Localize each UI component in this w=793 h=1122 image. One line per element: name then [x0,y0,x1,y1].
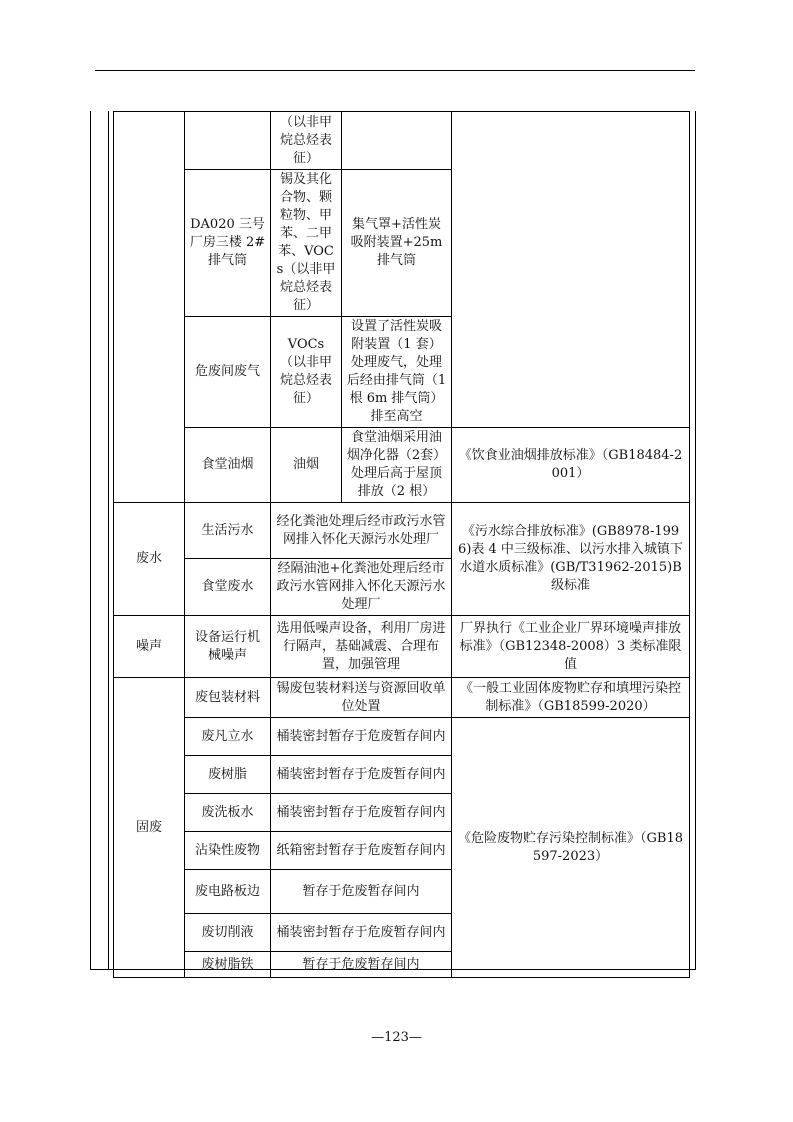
measure-cell: 锡废包装材料送与资源回收单位处置 [271,678,452,718]
measure-cell: 暂存于危废暂存间内 [271,870,452,914]
source-cell: 危废间废气 [185,317,271,428]
measure-cell: 集气罩+活性炭吸附装置+25m排气筒 [342,170,452,317]
measure-cell: 桶装密封暂存于危废暂存间内 [271,718,452,756]
header-rule [95,70,695,71]
source-cell: 废树脂 [185,756,271,794]
measure-cell [342,112,452,170]
category-cell-waste-gas [114,112,185,503]
standard-cell: 《污水综合排放标准》(GB8978-1996)表 4 中三级标准、以污水排入城镇下水道水质标准》(GB/T31962-2015)B级标准 [452,503,690,616]
measure-cell: 桶装密封暂存于危废暂存间内 [271,756,452,794]
source-cell: 废树脂铁 [185,952,271,978]
standard-cell: 《危险废物贮存污染控制标准》（GB18597-2023） [452,718,690,978]
source-cell: 废凡立水 [185,718,271,756]
source-cell: 废电路板边 [185,870,271,914]
pollutant-cell: 油烟 [271,428,342,503]
source-cell: 食堂油烟 [185,428,271,503]
source-cell: 废切削液 [185,914,271,952]
pollution-control-table [113,111,690,978]
measure-cell: 桶装密封暂存于危废暂存间内 [271,914,452,952]
measure-cell: 选用低噪声设备，利用厂房进行隔声，基础减震、合理布置，加强管理 [271,616,452,678]
standard-cell [452,112,690,428]
source-cell [185,112,271,170]
pollutant-cell: 锡及其化合物、颗粒物、甲苯、二甲苯、VOCs（以非甲烷总烃表征） [271,170,342,317]
table-row [114,616,690,678]
measure-cell: 经隔油池+化粪池处理后经市政污水管网排入怀化天源污水处理厂 [271,559,452,616]
category-cell-noise: 噪声 [114,616,185,678]
measure-cell: 食堂油烟采用油烟净化器（2套）处理后高于屋顶排放（2 根） [342,428,452,503]
source-cell: 沾染性废物 [185,832,271,870]
table-row [114,112,690,170]
category-cell-wastewater: 废水 [114,503,185,616]
table-row [114,678,690,718]
measure-cell: 暂存于危废暂存间内 [271,952,452,978]
standard-cell: 厂界执行《工业企业厂界环境噪声排放标准》（GB12348-2008）3 类标准限值 [452,616,690,678]
standard-cell: 《一般工业固体废物贮存和填埋污染控制标准》（GB18599-2020） [452,678,690,718]
measure-cell: 桶装密封暂存于危废暂存间内 [271,794,452,832]
source-cell: 生活污水 [185,503,271,559]
source-cell: 废洗板水 [185,794,271,832]
table-row [114,428,690,503]
table-row [114,718,690,756]
table-row [114,503,690,559]
source-cell: 废包装材料 [185,678,271,718]
standard-cell: 《饮食业油烟排放标准》（GB18484-2001） [452,428,690,503]
measure-cell: 设置了活性炭吸附装置（1 套）处理废气，处理后经由排气筒（1 根 6m 排气筒）排至高空 [342,317,452,428]
measure-cell: 经化粪池处理后经市政污水管网排入怀化天源污水处理厂 [271,503,452,559]
pollutant-cell: VOCs（以非甲烷总烃表征） [271,317,342,428]
source-cell: 设备运行机械噪声 [185,616,271,678]
category-cell-solid-waste: 固废 [114,678,185,978]
inner-frame-line [108,111,109,970]
measure-cell: 纸箱密封暂存于危废暂存间内 [271,832,452,870]
pollutant-cell: （以非甲烷总烃表征） [271,112,342,170]
source-cell: DA020 三号厂房三楼 2#排气筒 [185,170,271,317]
page-number: —123— [371,1030,422,1045]
source-cell: 食堂废水 [185,559,271,616]
